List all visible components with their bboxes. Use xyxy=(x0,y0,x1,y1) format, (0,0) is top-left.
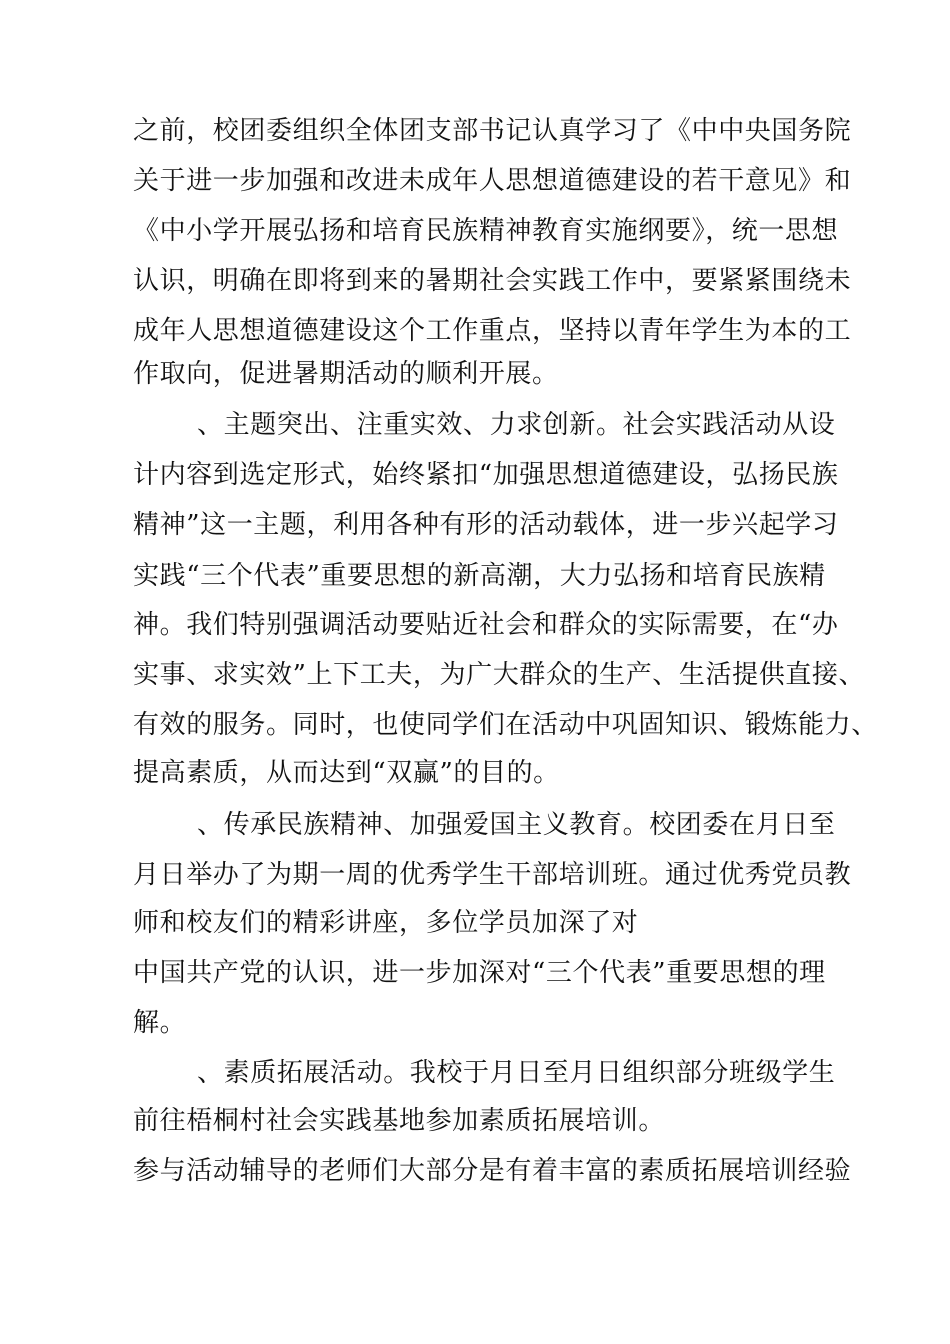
text-line: 《中小学开展弘扬和培育民族精神教育实施纲要》，统一思想 xyxy=(133,216,839,246)
text-line: 之前，校团委组织全体团支部书记认真学习了《中中央国务院 xyxy=(133,116,852,146)
text-line: 神。我们特别强调活动要贴近社会和群众的实际需要，在“办 xyxy=(133,610,839,640)
text-line: 月日举办了为期一周的优秀学生干部培训班。通过优秀党员教 xyxy=(133,860,852,890)
paragraph-start-line: 、素质拓展活动。我校于月日至月日组织部分班级学生 xyxy=(197,1058,836,1088)
text-line: 计内容到选定形式，始终紧扣“加强思想道德建设，弘扬民族 xyxy=(133,460,839,490)
text-line: 关于进一步加强和改进未成年人思想道德建设的若干意见》和 xyxy=(133,166,852,196)
text-line: 精神”这一主题，利用各种有形的活动载体，进一步兴起学习 xyxy=(133,510,839,540)
text-line: 参与活动辅导的老师们大部分是有着丰富的素质拓展培训经验 xyxy=(133,1156,852,1186)
text-line: 实践“三个代表”重要思想的新高潮，大力弘扬和培育民族精 xyxy=(133,561,826,591)
text-line: 前往梧桐村社会实践基地参加素质拓展培训。 xyxy=(133,1106,666,1136)
text-line: 认识，明确在即将到来的暑期社会实践工作中，要紧紧围绕未 xyxy=(133,266,852,296)
text-line: 作取向，促进暑期活动的顺利开展。 xyxy=(133,359,559,389)
text-line: 有效的服务。同时，也使同学们在活动中巩固知识、锻炼能力、 xyxy=(133,710,878,740)
text-line: 成年人思想道德建设这个工作重点，坚持以青年学生为本的工 xyxy=(133,316,852,346)
paragraph-start-line: 、主题突出、注重实效、力求创新。社会实践活动从设 xyxy=(197,410,836,440)
text-line: 师和校友们的精彩讲座，多位学员加深了对 xyxy=(133,908,639,938)
text-line: 解。 xyxy=(133,1008,187,1038)
paragraph-start-line: 、传承民族精神、加强爱国主义教育。校团委在月日至 xyxy=(197,810,836,840)
text-line: 实事、求实效”上下工夫，为广大群众的生产、生活提供直接、 xyxy=(133,660,866,690)
text-line: 提高素质，从而达到“双赢”的目的。 xyxy=(133,758,560,788)
text-line: 中国共产党的认识，进一步加深对“三个代表”重要思想的理 xyxy=(133,958,826,988)
